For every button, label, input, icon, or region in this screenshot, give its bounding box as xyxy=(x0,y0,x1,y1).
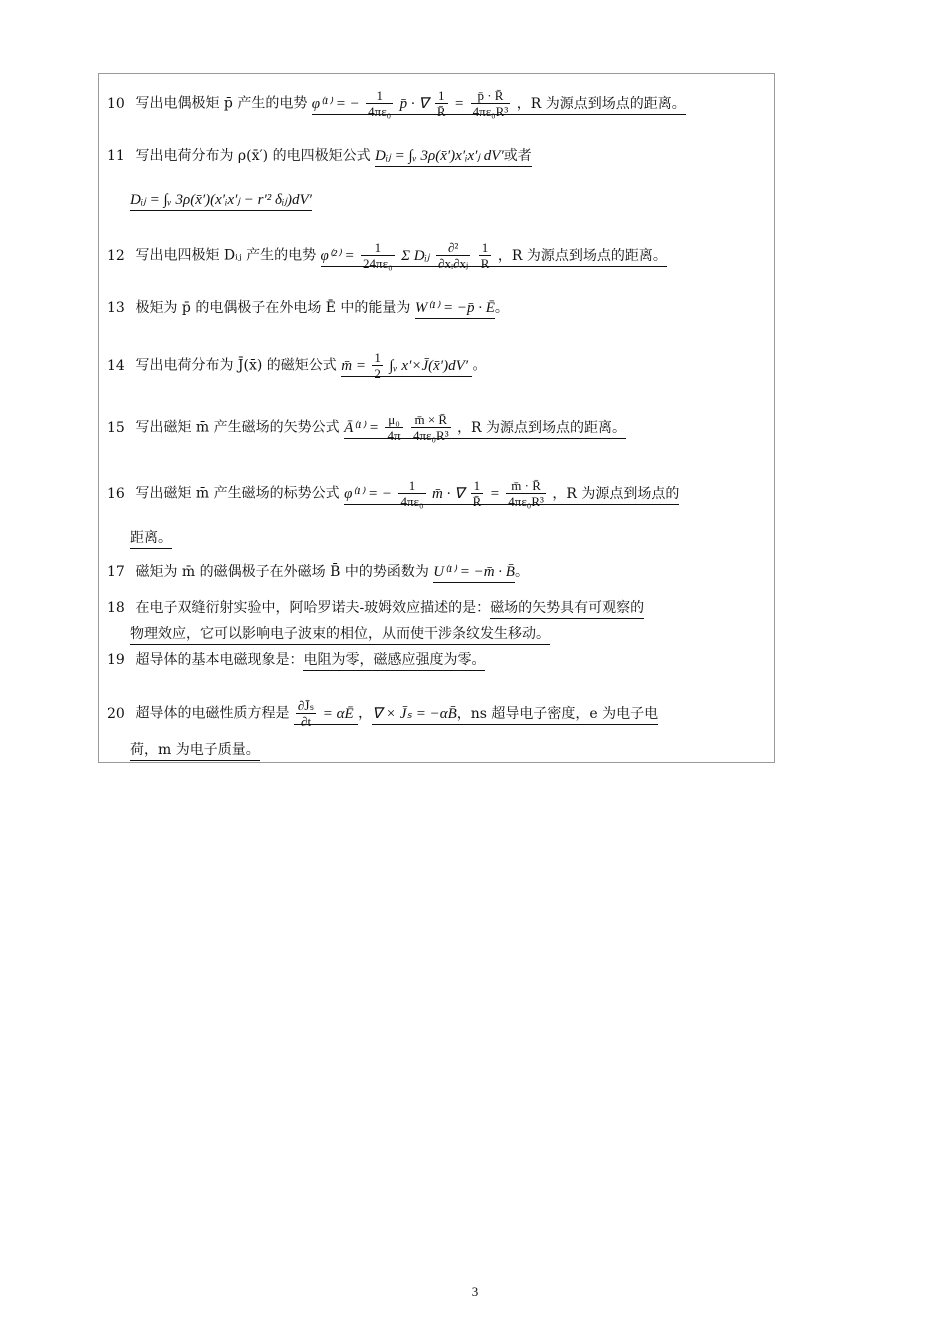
formula-part: φ⁽¹⁾ = − xyxy=(344,485,393,502)
fraction xyxy=(506,478,546,509)
question-number: 16 xyxy=(107,485,125,502)
formula-part: Σ Dᵢⱼ xyxy=(401,247,430,264)
question-number: 14 xyxy=(107,357,125,374)
question-number: 12 xyxy=(107,247,125,264)
question-prompt: 写出电荷分布为 J̄(x̄) 的磁矩公式 xyxy=(135,357,337,374)
denominator: 2 xyxy=(374,366,381,381)
formula-part: m̄ = xyxy=(341,357,366,374)
question-14 xyxy=(107,350,747,381)
question-number: 19 xyxy=(107,652,125,668)
answer-tail: 。 xyxy=(494,300,509,316)
answer-tail: ，R 为源点到场点的距离。 xyxy=(517,96,686,115)
formula-part: = xyxy=(489,485,500,502)
answer: W⁽¹⁾ = −p̄ · Ē xyxy=(415,300,495,319)
answer: 电阻为零，磁感应强度为零。 xyxy=(303,652,485,671)
answer-tail: 或者 xyxy=(504,148,532,167)
formula-part: φ⁽¹⁾ = − xyxy=(311,95,360,112)
denominator: 4πε₀R³ xyxy=(508,494,544,509)
numerator: 1 xyxy=(361,240,395,256)
answer-tail: 。 xyxy=(472,357,487,374)
numerator: 1 xyxy=(435,88,448,104)
formula-part: = αĒ xyxy=(322,705,354,722)
formula-part: m̄ · ∇ xyxy=(431,485,465,502)
formula-part: ∫ᵥ x′×J̄(x̄′)dV′ xyxy=(389,357,469,374)
separator: ， xyxy=(358,705,373,722)
numerator: m̄ × R̄ xyxy=(411,412,451,428)
answer-tail: 荷，m 为电子质量。 xyxy=(130,742,260,761)
question-13 xyxy=(107,298,747,318)
question-18-line2 xyxy=(130,624,770,644)
question-prompt: 写出磁矩 m̄ 产生磁场的矢势公式 xyxy=(135,419,340,436)
fraction xyxy=(366,88,393,119)
answer-tail: ，R 为源点到场点的距离。 xyxy=(457,420,626,439)
question-number: 15 xyxy=(107,419,125,436)
fraction xyxy=(471,478,484,509)
answer: Dᵢⱼ = ∫ᵥ 3ρ(x̄′)(x′ᵢx′ⱼ − r′² δᵢⱼ)dV′ xyxy=(130,192,312,211)
fraction xyxy=(435,88,448,119)
fraction xyxy=(385,412,402,443)
denominator: 4πε₀ xyxy=(368,104,392,119)
question-prompt: 超导体的电磁性质方程是 xyxy=(135,705,290,722)
answer-tail: 距离。 xyxy=(130,530,172,549)
denominator: R̄ xyxy=(472,494,482,509)
question-15 xyxy=(107,412,747,443)
numerator: 1 xyxy=(479,240,492,256)
denominator: R̄ xyxy=(436,104,446,119)
fraction xyxy=(411,412,451,443)
denominator: ∂t xyxy=(301,714,312,729)
question-16-line2 xyxy=(130,528,770,548)
question-prompt: 写出电荷分布为 ρ(x̄′) 的电四极矩公式 xyxy=(135,148,371,164)
answer-tail: ，R 为源点到场点的 xyxy=(552,486,679,505)
answer xyxy=(341,350,472,381)
denominator: ∂xᵢ∂xⱼ xyxy=(438,256,469,271)
answer xyxy=(320,240,498,271)
numerator: m̄ · R̄ xyxy=(506,478,546,494)
answer-tail: 。 xyxy=(514,564,529,580)
question-prompt: 超导体的基本电磁现象是： xyxy=(135,652,304,668)
numerator: 1 xyxy=(471,478,484,494)
answer xyxy=(294,698,358,729)
denominator: 24πε₀ xyxy=(363,256,393,271)
numerator: p̄ · R̄ xyxy=(471,88,511,104)
numerator: μ₀ xyxy=(385,412,402,428)
question-prompt: 写出磁矩 m̄ 产生磁场的标势公式 xyxy=(135,485,340,502)
answer-tail: ，ns 超导电子密度，e 为电子电 xyxy=(457,706,658,725)
question-18 xyxy=(107,598,747,618)
denominator: 4πε₀R³ xyxy=(472,104,509,119)
question-number: 20 xyxy=(107,705,125,722)
formula-part: = xyxy=(454,95,465,112)
fraction xyxy=(479,240,492,271)
question-19 xyxy=(107,650,747,670)
formula-part: φ⁽²⁾ = xyxy=(320,247,355,264)
question-number: 18 xyxy=(107,600,125,616)
denominator: R xyxy=(480,256,490,271)
denominator: 4π xyxy=(387,428,401,443)
denominator: 4πε₀ xyxy=(400,494,424,509)
question-prompt: 磁矩为 m̄ 的磁偶极子在外磁场 B̄ 中的势函数为 xyxy=(135,564,429,580)
question-17 xyxy=(107,562,747,582)
question-number: 10 xyxy=(107,95,125,112)
fraction xyxy=(361,240,395,271)
question-prompt: 在电子双缝衍射实验中，阿哈罗诺夫-玻姆效应描述的是： xyxy=(135,600,491,616)
answer: 磁场的矢势具有可观察的 xyxy=(490,600,644,619)
numerator: ∂J̄ₛ xyxy=(297,698,315,713)
fraction xyxy=(296,698,316,729)
question-number: 17 xyxy=(107,564,125,580)
question-12 xyxy=(107,240,747,271)
question-20 xyxy=(107,698,747,729)
numerator: 1 xyxy=(398,478,425,494)
numerator: 1 xyxy=(366,88,393,104)
question-20-line2 xyxy=(130,740,770,760)
answer-tail: ，R 为源点到场点的距离。 xyxy=(498,248,667,267)
question-11-line2 xyxy=(130,190,770,210)
question-number: 11 xyxy=(107,148,125,164)
question-prompt: 写出电偶极矩 p̄ 产生的电势 xyxy=(135,95,308,112)
question-11 xyxy=(107,146,747,166)
question-number: 13 xyxy=(107,300,125,316)
answer: 物理效应，它可以影响电子波束的相位，从而使干涉条纹发生移动。 xyxy=(130,626,550,645)
formula-part: Ā⁽¹⁾ = xyxy=(344,419,379,436)
denominator: 4πε₀R³ xyxy=(412,428,449,443)
page-number: 3 xyxy=(471,1284,479,1299)
fraction xyxy=(398,478,425,509)
fraction xyxy=(471,88,511,119)
formula-part: p̄ · ∇ xyxy=(399,95,429,112)
answer: Dᵢⱼ = ∫ᵥ 3ρ(x̄′)x′ᵢx′ⱼ dV′ xyxy=(375,148,504,167)
question-10 xyxy=(107,88,747,119)
numerator: 1 xyxy=(374,350,381,365)
answer: U⁽¹⁾ = −m̄ · B̄ xyxy=(433,564,515,583)
fraction xyxy=(372,350,383,381)
question-prompt: 写出电四极矩 Dᵢⱼ 产生的电势 xyxy=(135,247,317,264)
question-16 xyxy=(107,478,747,509)
numerator: ∂² xyxy=(436,240,470,256)
fraction xyxy=(436,240,470,271)
question-prompt: 极矩为 p̄ 的电偶极子在外电场 Ē 中的能量为 xyxy=(135,300,411,316)
answer: ∇ × J̄ₛ = −αB̄ xyxy=(372,706,457,725)
